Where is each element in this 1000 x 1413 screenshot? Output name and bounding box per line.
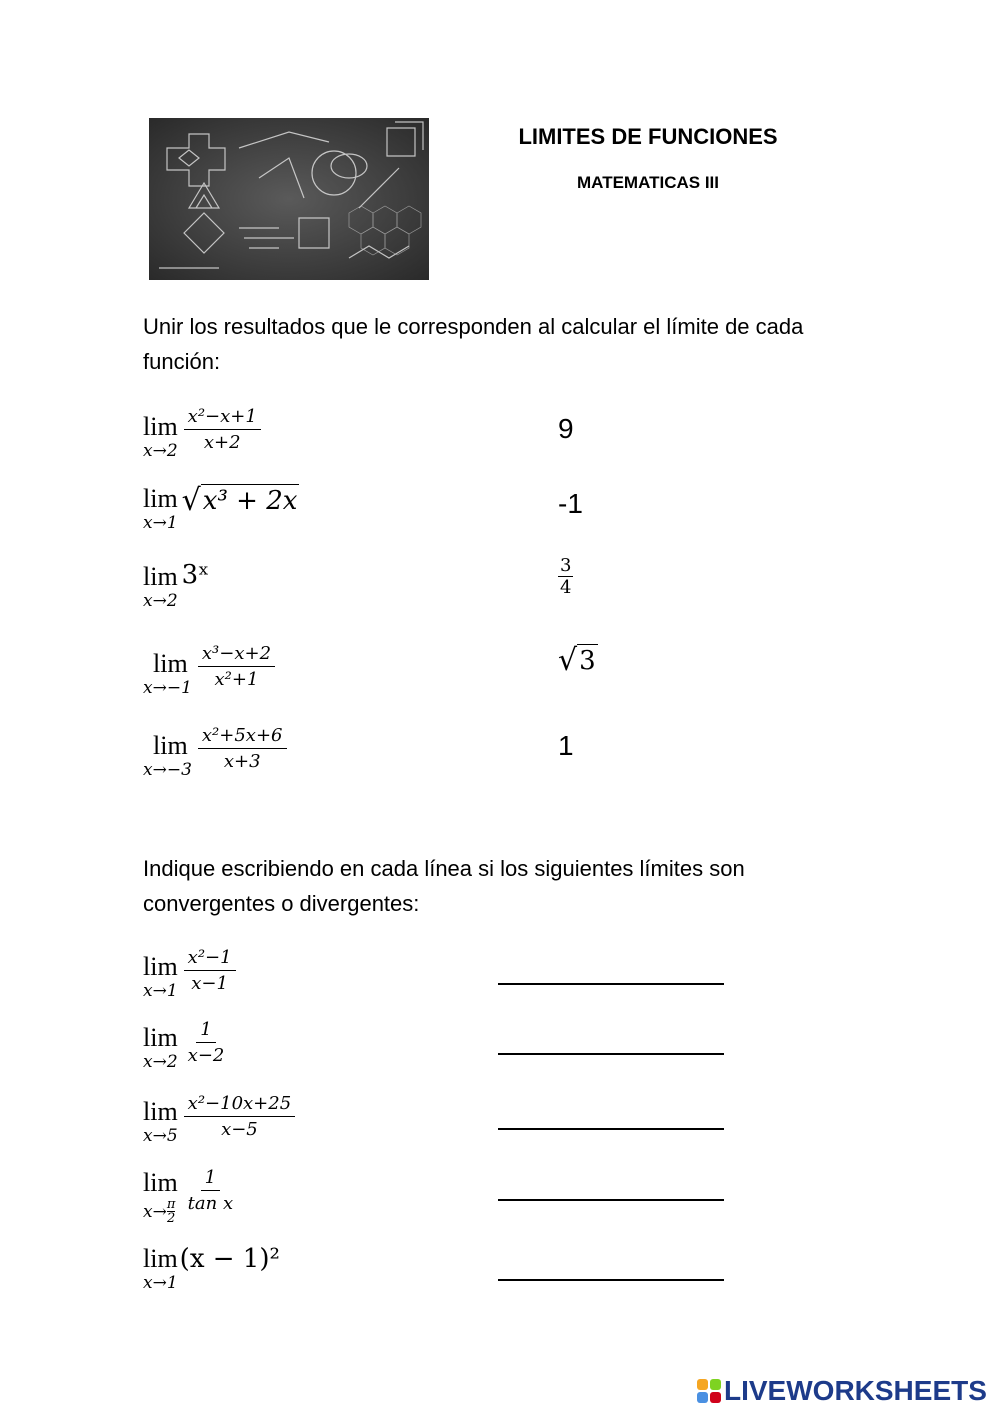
logo-text: LIVEWORKSHEETS bbox=[724, 1375, 987, 1406]
logo-square-1 bbox=[697, 1379, 708, 1390]
answer-option-4: √ 3 bbox=[558, 643, 596, 678]
limit-subscript: x→2 bbox=[143, 1052, 178, 1072]
lim-word: lim bbox=[153, 649, 188, 678]
limit-expression-7 bbox=[143, 1013, 228, 1071]
answer-option-1: 9 bbox=[558, 413, 574, 444]
lim-word: lim bbox=[143, 1168, 178, 1197]
limit-subscript bbox=[143, 1198, 175, 1225]
numerator: 1 bbox=[196, 1019, 215, 1043]
numerator: x³−x+2 bbox=[198, 643, 275, 667]
limit-expression-3 bbox=[143, 562, 209, 610]
denominator: x+2 bbox=[203, 431, 241, 453]
limit-expression-1 bbox=[143, 398, 261, 460]
denominator: x−2 bbox=[187, 1044, 225, 1066]
answer-option-5: 1 bbox=[558, 730, 574, 761]
answer-radicand: 3 bbox=[579, 646, 596, 676]
denominator: tan x bbox=[187, 1193, 234, 1214]
limit-subscript: x→1 bbox=[143, 513, 178, 533]
lim-word: lim bbox=[153, 731, 188, 760]
answer-fraction-denominator: 4 bbox=[560, 577, 572, 598]
limit-subscript: x→2 bbox=[143, 591, 178, 611]
numerator: x²−x+1 bbox=[184, 406, 261, 430]
sqrt-expression: √ x³ + 2x bbox=[181, 483, 298, 518]
lim-word: lim bbox=[143, 484, 178, 513]
answer-line-4[interactable] bbox=[498, 1199, 724, 1201]
liveworksheets-logo[interactable] bbox=[697, 1375, 987, 1407]
subscript-pi: π bbox=[166, 1197, 176, 1212]
answer-fraction-numerator: 3 bbox=[560, 555, 572, 576]
numerator: x²+5x+6 bbox=[198, 725, 287, 749]
limit-expression-6 bbox=[143, 940, 236, 1000]
answer-option-3 bbox=[558, 555, 573, 598]
answer-line-2[interactable] bbox=[498, 1053, 724, 1055]
limit-expression-10 bbox=[143, 1244, 280, 1292]
logo-square-3 bbox=[697, 1392, 708, 1403]
subscript-arrow: x→ bbox=[143, 1201, 167, 1222]
squared-expression: (x − 1)² bbox=[179, 1244, 280, 1274]
section2-instruction: Indique escribiendo en cada línea si los siguientes límites son convergentes o divergentes: bbox=[143, 856, 745, 916]
limit-subscript: x→1 bbox=[143, 1273, 178, 1293]
limit-expression-9 bbox=[143, 1160, 237, 1225]
lim-word: lim bbox=[143, 412, 178, 441]
denominator: x²+1 bbox=[214, 668, 259, 690]
lim-word: lim bbox=[143, 562, 178, 591]
limit-expression-2 bbox=[143, 484, 299, 532]
denominator: x−1 bbox=[191, 972, 228, 994]
answer-option-2: -1 bbox=[558, 488, 583, 519]
logo-square-4 bbox=[710, 1392, 721, 1403]
lim-word: lim bbox=[143, 952, 178, 981]
limit-expression-4 bbox=[143, 635, 275, 697]
lim-word: lim bbox=[143, 1244, 178, 1273]
logo-mark-icon bbox=[697, 1379, 721, 1403]
limit-subscript: x→5 bbox=[143, 1126, 178, 1146]
section1-instruction: Unir los resultados que le corresponden al calcular el límite de cada función: bbox=[143, 314, 804, 374]
chalkboard-drawing bbox=[149, 118, 429, 280]
power-expression: 3ˣ bbox=[181, 560, 210, 590]
limit-subscript: x→2 bbox=[143, 441, 178, 461]
numerator: 1 bbox=[201, 1167, 220, 1191]
lim-word: lim bbox=[143, 1023, 178, 1052]
limit-subscript: x→−3 bbox=[143, 760, 192, 780]
answer-line-3[interactable] bbox=[498, 1128, 724, 1130]
radicand: x³ + 2x bbox=[202, 486, 298, 516]
answer-line-1[interactable] bbox=[498, 983, 724, 985]
header-chalkboard-image bbox=[149, 118, 429, 280]
worksheet-subtitle: MATEMATICAS III bbox=[577, 173, 719, 192]
limit-subscript: x→−1 bbox=[143, 678, 192, 698]
denominator: x+3 bbox=[223, 750, 261, 772]
answer-line-5[interactable] bbox=[498, 1279, 724, 1281]
limit-expression-5 bbox=[143, 717, 287, 779]
numerator: x²−10x+25 bbox=[184, 1093, 296, 1117]
limit-expression-8 bbox=[143, 1087, 295, 1145]
denominator: x−5 bbox=[221, 1118, 258, 1140]
worksheet-title: LIMITES DE FUNCIONES bbox=[518, 124, 778, 149]
logo-square-2 bbox=[710, 1379, 721, 1390]
subscript-two: 2 bbox=[166, 1211, 176, 1226]
lim-word: lim bbox=[143, 1097, 178, 1126]
numerator: x²−1 bbox=[184, 947, 236, 971]
limit-subscript: x→1 bbox=[143, 981, 178, 1001]
